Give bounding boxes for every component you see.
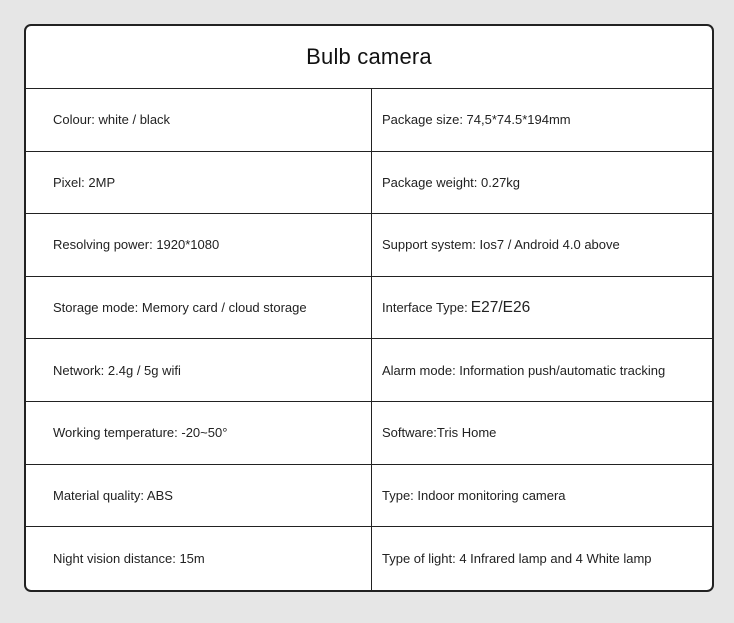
spec-cell-night-vision: Night vision distance: 15m bbox=[26, 527, 372, 590]
spec-card bbox=[24, 24, 714, 592]
spec-cell-software: Software:Tris Home bbox=[382, 425, 497, 441]
spec-row bbox=[26, 277, 712, 340]
spec-cell-support-system: Support system: Ios7 / Android 4.0 above bbox=[382, 237, 620, 253]
spec-row bbox=[26, 339, 712, 402]
spec-cell-type: Type: Indoor monitoring camera bbox=[382, 487, 566, 503]
spec-cell-resolving-power: Resolving power: 1920*1080 bbox=[26, 214, 372, 276]
spec-cell-material-quality: Material quality: ABS bbox=[26, 465, 372, 527]
spec-cell-package-size: Package size: 74,5*74.5*194mm bbox=[382, 112, 571, 128]
spec-cell-working-temperature: Working temperature: -20~50° bbox=[26, 402, 372, 464]
spec-cell-type-of-light: Type of light: 4 Infrared lamp and 4 White lamp bbox=[382, 550, 652, 566]
spec-row bbox=[26, 465, 712, 528]
spec-cell-package-weight: Package weight: 0.27kg bbox=[382, 174, 521, 190]
spec-cell-pixel: Pixel: 2MP bbox=[26, 152, 372, 214]
title-row bbox=[26, 26, 712, 89]
spec-cell-storage-mode: Storage mode: Memory card / cloud storage bbox=[26, 277, 372, 339]
page-title: Bulb camera bbox=[306, 44, 432, 69]
spec-cell-interface-type bbox=[372, 277, 712, 339]
spec-row bbox=[26, 89, 712, 152]
interface-type-label: Interface Type: bbox=[382, 300, 468, 316]
spec-cell-network: Network: 2.4g / 5g wifi bbox=[26, 339, 372, 401]
spec-row bbox=[26, 402, 712, 465]
spec-row bbox=[26, 214, 712, 277]
interface-type-value: E27/E26 bbox=[470, 298, 531, 316]
spec-row bbox=[26, 527, 712, 590]
spec-cell-alarm-mode: Alarm mode: Information push/automatic tracking bbox=[382, 362, 666, 378]
spec-row bbox=[26, 152, 712, 215]
spec-cell-colour: Colour: white / black bbox=[26, 89, 372, 151]
spec-table bbox=[26, 89, 712, 590]
